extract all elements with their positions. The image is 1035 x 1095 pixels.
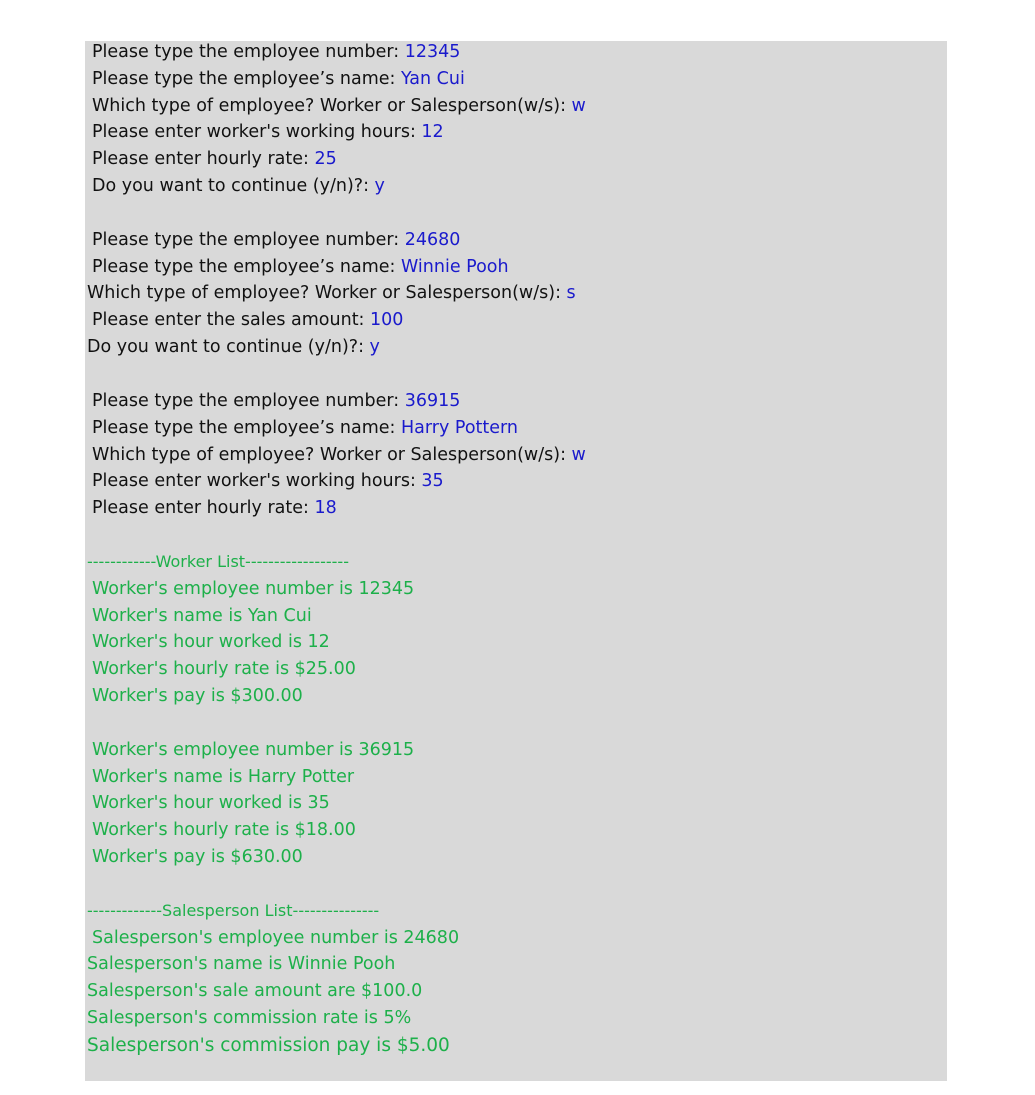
sales-amount-line — [92, 309, 403, 331]
worker-number-line: Worker's employee number is 36915 — [92, 740, 415, 760]
input-value: w — [571, 96, 586, 116]
input-value: 100 — [370, 310, 404, 330]
worker-rate-line: Worker's hourly rate is $25.00 — [92, 659, 356, 679]
prompt-text: Which type of employee? Worker or Salesperson(w/s): — [92, 445, 572, 465]
working-hours-line — [92, 121, 444, 143]
salesperson-commission-pay-line: Salesperson's commission pay is $5.00 — [87, 1035, 450, 1056]
employee-type-line — [92, 444, 586, 466]
worker-pay-line: Worker's pay is $630.00 — [92, 847, 303, 867]
salesperson-sale-amount-line: Salesperson's sale amount are $100.0 — [87, 981, 423, 1001]
prompt-text: Please enter the sales amount: — [92, 310, 371, 330]
salesperson-list-header: -------------Salesperson List--------------- — [87, 901, 380, 920]
input-value: y — [374, 176, 385, 196]
prompt-text: Which type of employee? Worker or Salesperson(w/s): — [92, 96, 572, 116]
worker-rate-line: Worker's hourly rate is $18.00 — [92, 820, 356, 840]
continue-line — [92, 175, 385, 197]
prompt-text: Please type the employee’s name: — [92, 69, 402, 89]
worker-list-header: ------------Worker List------------------ — [87, 552, 349, 571]
worker-pay-line: Worker's pay is $300.00 — [92, 686, 303, 706]
input-value: 35 — [421, 471, 444, 491]
working-hours-line — [92, 470, 444, 492]
employee-name-line — [92, 256, 509, 278]
employee-number-line — [92, 229, 460, 251]
employee-name-line — [92, 68, 465, 90]
employee-name-line — [92, 417, 518, 439]
input-value: 25 — [314, 149, 337, 169]
console-output — [85, 41, 947, 1081]
prompt-text: Please enter worker's working hours: — [92, 122, 422, 142]
prompt-text: Please type the employee’s name: — [92, 257, 402, 277]
worker-name-line: Worker's name is Harry Potter — [92, 767, 355, 787]
hourly-rate-line — [92, 497, 337, 519]
prompt-text: Which type of employee? Worker or Salesperson(w/s): — [87, 283, 567, 303]
prompt-text: Please type the employee number: — [92, 230, 405, 250]
worker-hours-line: Worker's hour worked is 35 — [92, 793, 330, 813]
input-value: 36915 — [404, 391, 461, 411]
input-value: 24680 — [404, 230, 461, 250]
input-value: w — [571, 445, 586, 465]
employee-number-line — [92, 390, 460, 412]
employee-type-line — [92, 95, 586, 117]
prompt-text: Do you want to continue (y/n)?: — [87, 337, 370, 357]
prompt-text: Please enter hourly rate: — [92, 149, 315, 169]
employee-number-line — [92, 41, 460, 63]
worker-hours-line: Worker's hour worked is 12 — [92, 632, 330, 652]
input-value: 18 — [314, 498, 337, 518]
input-value: Harry Pottern — [401, 418, 519, 438]
salesperson-number-line: Salesperson's employee number is 24680 — [92, 928, 460, 948]
prompt-text: Please enter worker's working hours: — [92, 471, 422, 491]
input-value: 12345 — [404, 42, 461, 62]
employee-type-line — [87, 282, 576, 304]
input-value: Winnie Pooh — [401, 257, 509, 277]
worker-name-line: Worker's name is Yan Cui — [92, 606, 312, 626]
prompt-text: Please type the employee number: — [92, 391, 405, 411]
input-value: s — [566, 283, 576, 303]
prompt-text: Please enter hourly rate: — [92, 498, 315, 518]
prompt-text: Please type the employee number: — [92, 42, 405, 62]
salesperson-name-line: Salesperson's name is Winnie Pooh — [87, 954, 396, 974]
input-value: Yan Cui — [401, 69, 465, 89]
prompt-text: Do you want to continue (y/n)?: — [92, 176, 375, 196]
hourly-rate-line — [92, 148, 337, 170]
salesperson-commission-rate-line: Salesperson's commission rate is 5% — [87, 1008, 412, 1028]
worker-number-line: Worker's employee number is 12345 — [92, 579, 415, 599]
input-value: y — [369, 337, 380, 357]
continue-line — [87, 336, 380, 358]
input-value: 12 — [421, 122, 444, 142]
prompt-text: Please type the employee’s name: — [92, 418, 402, 438]
